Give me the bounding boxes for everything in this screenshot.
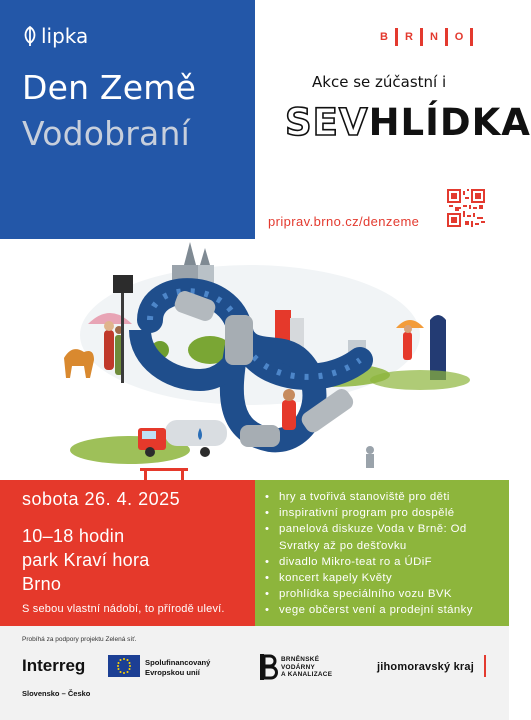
brno-logo — [373, 28, 473, 46]
eu-cofinancing-text — [145, 658, 210, 677]
website-link[interactable]: priprav.brno.cz/denzeme — [268, 214, 420, 229]
event-subtitle: Vodobraní — [22, 114, 190, 153]
program-item: • prohlídka speciálního vozu BVK — [265, 586, 501, 602]
brno-letter: O — [454, 31, 464, 43]
water-cycle-illustration — [0, 240, 509, 480]
bvk-text-line: A KANALIZACE — [281, 671, 333, 679]
participation-text: Akce se zúčastní i — [312, 73, 447, 91]
brno-divider — [470, 28, 473, 46]
eu-text-line: Evropskou unií — [145, 667, 200, 677]
interreg-logo: Interreg — [22, 656, 86, 675]
bvk-text — [281, 656, 332, 679]
lipka-logo — [22, 24, 88, 48]
program-item: • koncert kapely Květy — [265, 570, 501, 586]
event-time: 10–18 hodin — [22, 526, 125, 546]
sevhlidka-logo — [285, 101, 531, 144]
sevhlidka-sev: SEV — [285, 101, 369, 144]
eu-flag-icon — [108, 655, 140, 677]
event-place: park Kraví hora — [22, 550, 150, 570]
event-title: Den Země — [22, 68, 197, 107]
support-note: Probíhá za podpory projektu Zelená síť. — [22, 636, 137, 643]
leaf-icon — [22, 25, 38, 47]
program-item: • hry a tvořivá stanoviště pro děti — [265, 489, 501, 505]
sevhlidka-hlidka: HLÍDKA — [368, 101, 531, 144]
interreg-region: Slovensko – Česko — [22, 689, 91, 698]
program-item: • panelová diskuze Voda v Brně: Od Svratky až po dešťovku — [265, 521, 501, 553]
program-item: • divadlo Mikro-teat ro a ÚDiF — [265, 554, 501, 570]
brno-letter: B — [380, 31, 388, 43]
event-date: sobota 26. 4. 2025 — [22, 489, 181, 509]
bench — [140, 468, 188, 480]
bvk-logo-icon — [260, 654, 276, 680]
brno-letter: R — [405, 31, 413, 43]
program-item: • inspirativní program pro dospělé — [265, 505, 501, 521]
event-city: Brno — [22, 574, 62, 594]
eu-text-line: Spolufinancovaný — [145, 658, 211, 667]
jmk-accent-bar — [484, 655, 486, 677]
jmk-logo: jihomoravský kraj — [377, 661, 474, 673]
lipka-logo-text: lipka — [41, 24, 89, 48]
brno-letter: N — [430, 31, 438, 43]
program-list — [265, 489, 501, 619]
event-note: S sebou vlastní nádobí, to přírodě uleví. — [22, 603, 225, 615]
qr-code-icon[interactable] — [447, 189, 485, 227]
bvk-text-line: VODÁRNY — [281, 663, 316, 671]
program-item: • vege občerst vení a prodejní stánky — [265, 602, 501, 618]
bvk-text-line: BRNĚNSKÉ — [281, 656, 320, 663]
